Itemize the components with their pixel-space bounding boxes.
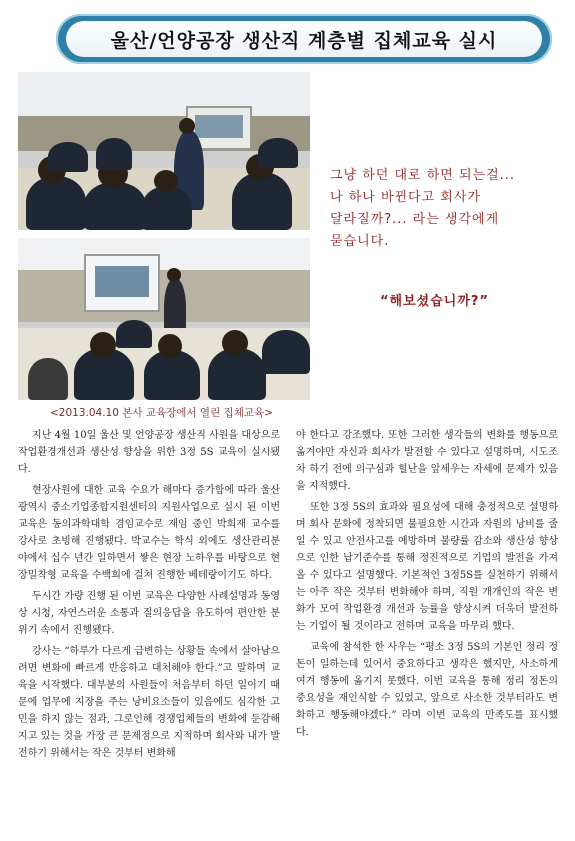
article-paragraph: 교육에 참석한 한 사우는 “평소 3정 5S의 기본인 정리 정돈이 일하는데 있어서 중요하다고 생각은 했지만, 사소하게 여겨 행동에 옮기지 못했다. 이번 교육을 통해 정리 정돈의 중요성을 재인식할 수 있었고, 앞으로 사소한 것부터라도 변화하고 행동해야겠다.” 라며 이번 교육의 만족도를 표시했다. [296,642,558,738]
article-column-left [18,427,280,766]
article-column-right [296,427,558,745]
attendee-head [158,334,182,358]
attendee-head [154,170,178,192]
attendee [142,186,192,230]
attendee [262,330,310,374]
article-paragraph: 강사는 “하루가 다르게 급변하는 상황들 속에서 살아남으려면 변화에 빠르게 반응하고 대처해야 한다.”고 말하며 교육을 시작했다. 대부분의 사원들이 처음부터 하던 일이기 때문에 업무에 지장을 주는 낭비요소들이 있음에도 심각한 고민을 하지 않는 점과, 그로인해 경쟁업체들의 변화에 둔감해지고 있는 것을 가장 큰 문제점으로 지적하며 회사와 내가 발전하기 위해서는 작은 것부터 변화해 [18,646,280,759]
projected-slide [95,266,150,297]
quote-block [330,165,560,253]
article-paragraph: 또한 3정 5S의 효과와 필요성에 대해 충정적으로 설명하며 회사 문화에 정착되면 불필요한 시간과 자원의 낭비를 줄일 수 있고 안전사고를 예방하며 불량률 감소와 생산성 향상으로 인한 납기준수를 통해 정진적으로 기업의 발전을 가져 올 수 있다고 설명했다. 기본적인 3정5S를 실천하기 위해서는 아주 작은 것부터 변화해야 하며, 직원 개개인의 작은 변화가 모여 작업환경 개선과 능률을 향상시켜 더욱더 발전하는 기업이 될 것이라고 전하며 교육을 마무리 했다. [296,502,558,632]
title-banner [56,14,552,64]
attendee [96,138,132,170]
instructor-head [179,118,195,134]
projector-screen [84,254,160,312]
quote-line: 묻습니다. [330,234,390,249]
article-paragraph: 야 한다고 강조했다. 또한 그러한 생각들의 변화를 행동으로 옮겨야만 자신과 회사가 발전할 수 있다고 설명하며, 시도조차 하기 전에 의구심과 힐난을 앞세우는 자세에 문제가 있음을 지적했다. [296,430,558,492]
ceiling [18,72,310,116]
attendee [258,138,298,168]
attendee [48,142,88,172]
attendee [26,176,86,230]
projected-slide [195,115,242,138]
article-paragraph: 현장사원에 대한 교육 수요가 해마다 증가함에 따라 울산광역시 중소기업종합지원센터의 지원사업으로 실시 된 이번 교육은 동의과학대학 겸임교수로 재임 중인 박희재 교수를 강사로 초빙해 진행됐다. 박교수는 학식 외에도 생산관리분야에서 십수 년간 일하면서 쌓은 현장 노하우를 바탕으로 현장밀착형 교육을 수백회에 걸쳐 진행한 베테랑이기도 하다. [18,485,280,581]
quote-line: 그냥 하던 대로 하면 되는걸... [330,168,516,183]
attendee [116,320,152,348]
quote-line: 달라질까?... 라는 생각에게 [330,212,500,227]
presenter-head [167,268,181,282]
training-photo-1 [18,72,310,230]
photo-caption: <2013.04.10 본사 교육장에서 열린 집체교육> [50,407,273,419]
title-banner-inner [66,21,542,57]
article-paragraph: 지난 4월 10일 울산 및 언양공장 생산직 사원을 대상으로 작업환경개선과 생산성 향상을 위한 3정 5S 교육이 실시됐다. [18,430,280,475]
quote-emphasis: “해보셨습니까?” [380,294,489,309]
attendee [232,172,292,230]
quote-line: 나 하나 바뀐다고 회사가 [330,190,481,205]
training-photo-2 [18,238,310,400]
attendee [84,182,146,230]
attendee-head [222,330,248,356]
attendee [28,358,68,400]
article-paragraph: 두시간 가량 진행 된 이번 교육은 다양한 사례설명과 동영상 시청, 자연스러운 소통과 질의응답을 유도하여 편안한 분위기 속에서 진행됐다. [18,591,280,636]
attendee-head [90,332,116,358]
page-title: 울산/언양공장 생산직 계층별 집체교육 실시 [110,29,498,52]
